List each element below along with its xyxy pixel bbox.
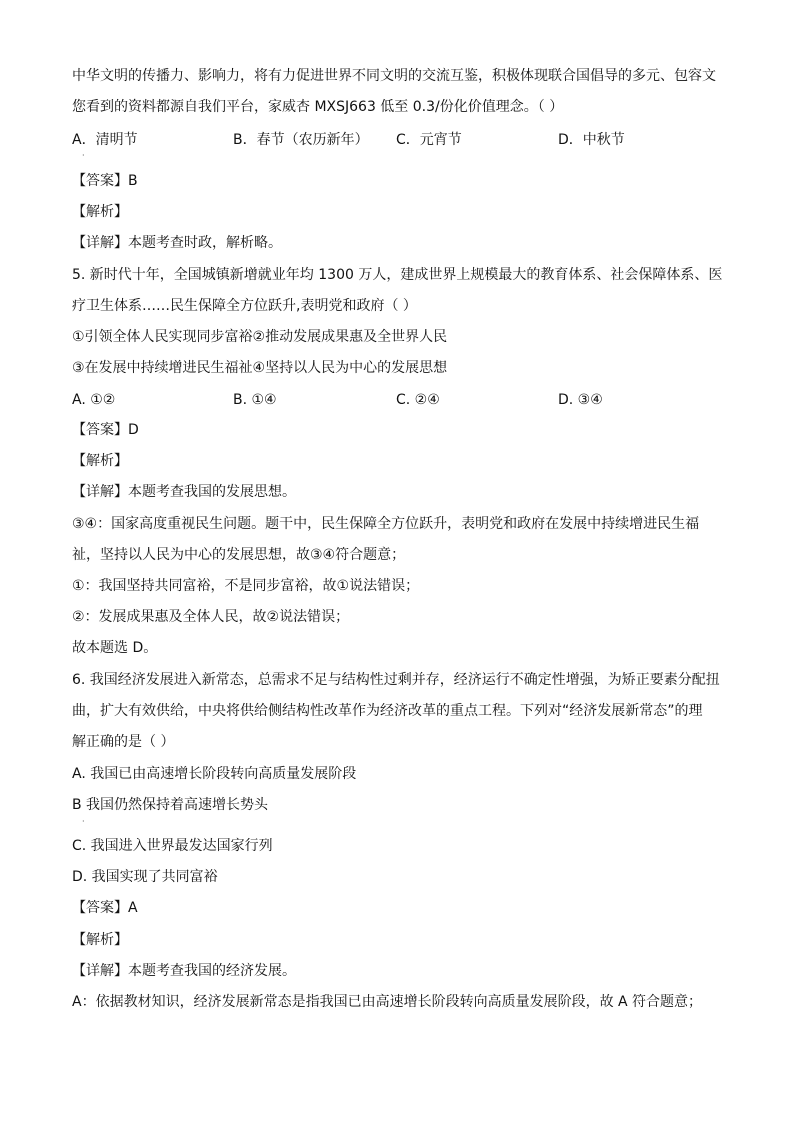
q5-option-b: B. ①④ bbox=[233, 392, 277, 408]
q5-detail: 【详解】本题考查我国的发展思想。 bbox=[72, 484, 296, 500]
q5-explain-line-1: ③④：国家高度重视民生问题。题干中，民生保障全方位跃升，表明党和政府在发展中持续增进民生福 bbox=[72, 516, 700, 532]
q4-option-c: C．元宵节 bbox=[396, 132, 462, 148]
q6-option-a: A. 我国已由高速增长阶段转向高质量发展阶段 bbox=[72, 766, 357, 782]
q4-option-a: A．清明节 bbox=[72, 132, 138, 148]
q5-explain-line-3: ①：我国坚持共同富裕，不是同步富裕，故①说法错误； bbox=[72, 578, 420, 594]
q4-stem-line-1: 中华文明的传播力、影响力，将有力促进世界不同文明的交流互鉴，积极体现联合国倡导的多元、包容文 bbox=[72, 68, 716, 84]
q4-detail: 【详解】本题考查时政，解析略。 bbox=[72, 235, 282, 251]
q6-option-b: B 我国仍然保持着高速增长势头 bbox=[72, 797, 269, 813]
q5-choice-line-1: ①引领全体人民实现同步富裕②推动发展成果惠及全世界人民 bbox=[72, 329, 448, 345]
q5-option-c: C. ②④ bbox=[396, 392, 440, 408]
q4-analysis-title: 【解析】 bbox=[72, 204, 128, 220]
q5-stem-line-1: 5. 新时代十年，全国城镇新增就业年均 1300 万人，建成世界上规模最大的教育体系、社会保障体系、医 bbox=[72, 267, 723, 283]
q6-answer: 【答案】A bbox=[72, 900, 138, 916]
q5-answer: 【答案】D bbox=[72, 422, 139, 438]
q6-analysis-title: 【解析】 bbox=[72, 932, 128, 948]
q6-stem-line-3: 解正确的是（ ） bbox=[72, 734, 175, 750]
q5-stem-line-2: 疗卫生体系……民生保障全方位跃升,表明党和政府（ ） bbox=[72, 298, 417, 314]
q6-option-d: D. 我国实现了共同富裕 bbox=[72, 869, 218, 885]
q5-option-a: A. ①② bbox=[72, 392, 116, 408]
q4-option-d: D．中秋节 bbox=[558, 132, 625, 148]
q6-detail: 【详解】本题考查我国的经济发展。 bbox=[72, 963, 296, 979]
q5-analysis-title: 【解析】 bbox=[72, 453, 128, 469]
stray-dot-mark: · bbox=[82, 817, 85, 826]
q5-conclusion: 故本题选 D。 bbox=[72, 640, 158, 656]
q4-answer: 【答案】B bbox=[72, 173, 138, 189]
q5-explain-line-4: ②：发展成果惠及全体人民，故②说法错误； bbox=[72, 609, 350, 625]
stray-dot-mark: · bbox=[82, 151, 85, 160]
q6-stem-line-2: 曲，扩大有效供给，中央将供给侧结构性改革作为经济改革的重点工程。下列对“经济发展新常态”的理 bbox=[72, 703, 703, 719]
q6-option-c: C. 我国进入世界最发达国家行列 bbox=[72, 838, 273, 854]
q4-option-b: B．春节（农历新年） bbox=[233, 132, 369, 148]
q5-option-d: D. ③④ bbox=[558, 392, 603, 408]
q4-stem-line-2: 您看到的资料都源自我们平台，家威杏 MXSJ663 低至 0.3/份化价值理念。（ ） bbox=[72, 99, 564, 115]
q5-choice-line-2: ③在发展中持续增进民生福祉④坚持以人民为中心的发展思想 bbox=[72, 360, 448, 376]
q6-explain-line-1: A：依据教材知识，经济发展新常态是指我国已由高速增长阶段转向高质量发展阶段，故 A 符合题意； bbox=[72, 994, 703, 1010]
q5-explain-line-2: 祉，坚持以人民为中心的发展思想，故③④符合题意； bbox=[72, 547, 406, 563]
q6-stem-line-1: 6. 我国经济发展进入新常态，总需求不足与结构性过剩并存，经济运行不确定性增强，为矫正要素分配扭 bbox=[72, 672, 720, 688]
